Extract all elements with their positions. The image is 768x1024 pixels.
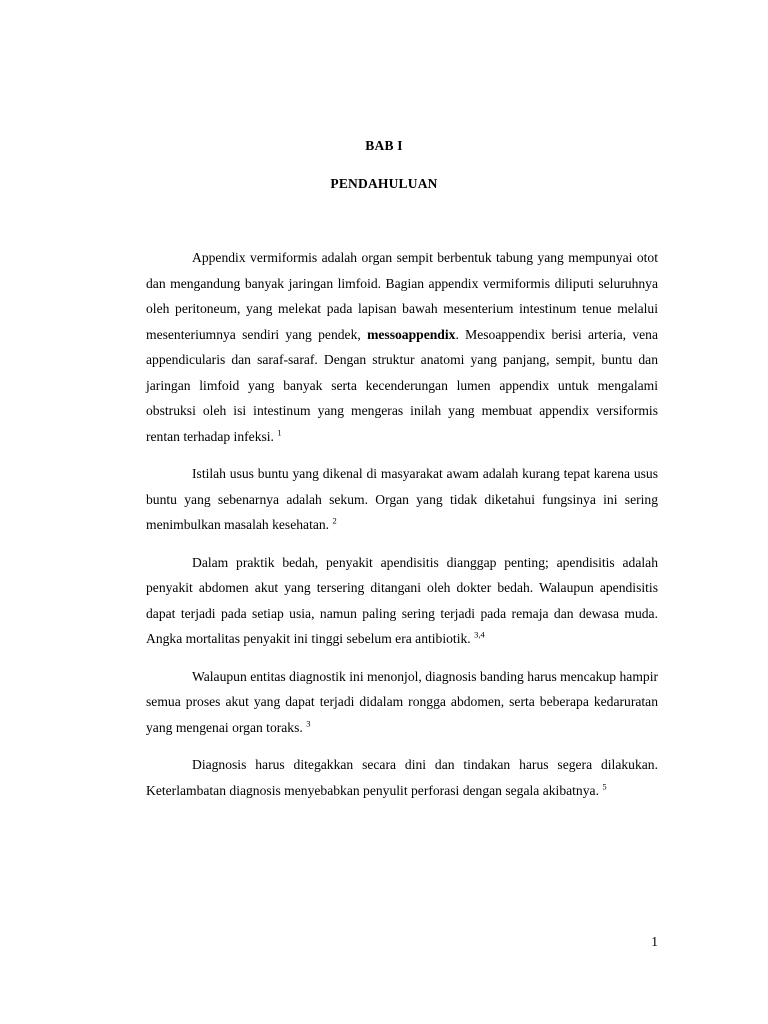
paragraph-4-text: Walaupun entitas diagnostik ini menonjol, diagnosis banding harus mencakup hampir semua proses akut yang dapat terjadi didalam rongga abdomen, serta beberapa kedaruratan yang mengenai organ toraks. — [146, 668, 658, 735]
page-number: 1 — [651, 934, 658, 949]
reference-marker: 5 — [602, 780, 607, 791]
paragraph-3-text: Dalam praktik bedah, penyakit apendisitis dianggap penting; apendisitis adalah penyakit abdomen akut yang tersering ditangani oleh dokter bedah. Walaupun apendisitis dapat terjadi pada setiap usia, namun paling sering terjadi pada remaja dan dewasa muda. Angka mortalitas penyakit ini tinggi sebelum era antibiotik. — [146, 554, 658, 646]
body-text — [146, 245, 658, 803]
paragraph-1-text-continued: . Mesoappendix berisi arteria, vena appendicularis dan saraf-saraf. Dengan struktur anatomi yang panjang, sempit, buntu dan jaringan limfoid yang banyak serta kecenderungan lumen appendix untuk mengalami obstruksi oleh isi intestinum yang mengeras inilah yang membuat appendix versiformis rentan terhadap infeksi. — [146, 326, 658, 444]
paragraph-1-text: Appendix vermiformis adalah organ sempit berbentuk tabung yang mempunyai otot dan mengandung banyak jaringan limfoid. Bagian appendix vermiformis diliputi seluruhnya oleh peritoneum, yang melekat pada lapisan bawah mesenterium intestinum tenue melalui mesenteriumnya sendiri yang pendek, — [146, 250, 658, 342]
reference-marker: 2 — [332, 515, 337, 526]
reference-marker: 3,4 — [474, 629, 485, 640]
paragraph-2-text: Istilah usus buntu yang dikenal di masyarakat awam adalah kurang tepat karena usus buntu yang sebenarnya adalah sekum. Organ yang tidak diketahui fungsinya ini sering menimbulkan masalah kesehatan. — [146, 466, 658, 532]
paragraph-2 — [146, 461, 658, 538]
paragraph-5 — [146, 752, 658, 803]
chapter-title: PENDAHULUAN — [330, 176, 438, 191]
chapter-number: BAB I — [365, 138, 403, 153]
paragraph-4 — [146, 664, 658, 741]
term-messoappendix: messoappendix — [367, 326, 456, 342]
paragraph-5-text: Diagnosis harus ditegakkan secara dini dan tindakan harus segera dilakukan. Keterlambatan diagnosis menyebabkan penyulit perforasi dengan segala akibatnya. — [146, 757, 658, 798]
paragraph-1 — [146, 245, 658, 449]
reference-marker: 3 — [306, 717, 311, 728]
reference-marker: 1 — [277, 426, 282, 437]
paragraph-3 — [146, 550, 658, 652]
